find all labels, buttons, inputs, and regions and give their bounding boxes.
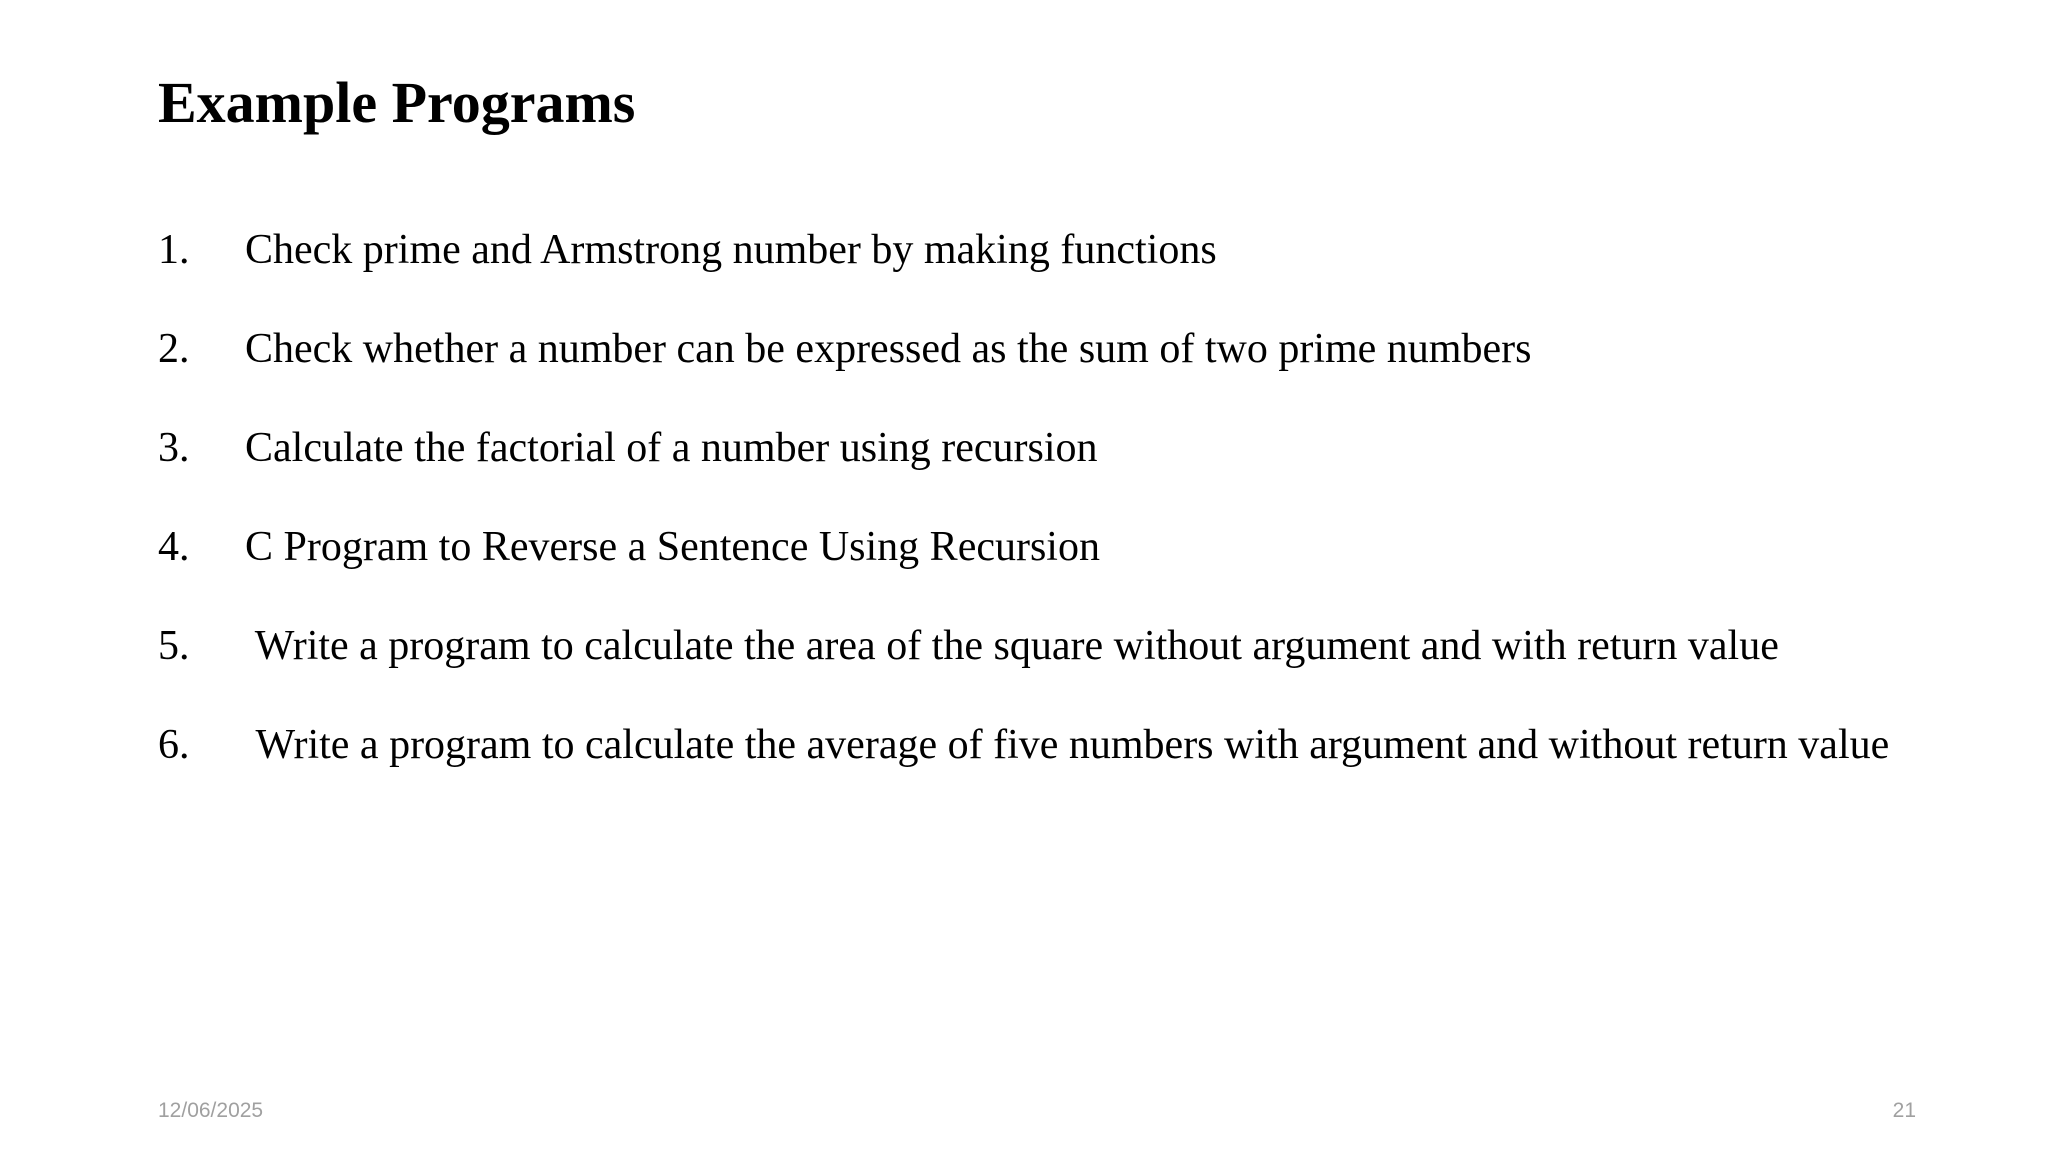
list-item-text: Write a program to calculate the average of five numbers with argument and without return value xyxy=(245,722,1890,768)
list-item-text: Write a program to calculate the area of the square without argument and with return value xyxy=(245,623,1779,669)
list-item-number: 1. xyxy=(158,227,190,273)
footer-date: 12/06/2025 xyxy=(158,1099,264,1122)
list-item xyxy=(158,225,1918,275)
list-item xyxy=(158,324,1918,374)
list-item-text: C Program to Reverse a Sentence Using Recursion xyxy=(245,524,1100,570)
list-item-number: 6. xyxy=(158,722,190,768)
list-item xyxy=(158,522,1918,572)
slide-title: Example Programs xyxy=(158,70,636,135)
program-list xyxy=(158,225,1918,833)
list-item-text: Check prime and Armstrong number by making functions xyxy=(245,227,1217,273)
list-item-number: 4. xyxy=(158,524,190,570)
list-item-text: Calculate the factorial of a number using recursion xyxy=(245,425,1098,471)
list-item xyxy=(158,720,1918,784)
list-item-number: 5. xyxy=(158,623,190,669)
list-item-text: Check whether a number can be expressed as the sum of two prime numbers xyxy=(245,326,1532,372)
list-item-number: 3. xyxy=(158,425,190,471)
list-item-number: 2. xyxy=(158,326,190,372)
list-item xyxy=(158,423,1918,473)
list-item xyxy=(158,621,1918,671)
page-number: 21 xyxy=(1892,1099,1916,1122)
